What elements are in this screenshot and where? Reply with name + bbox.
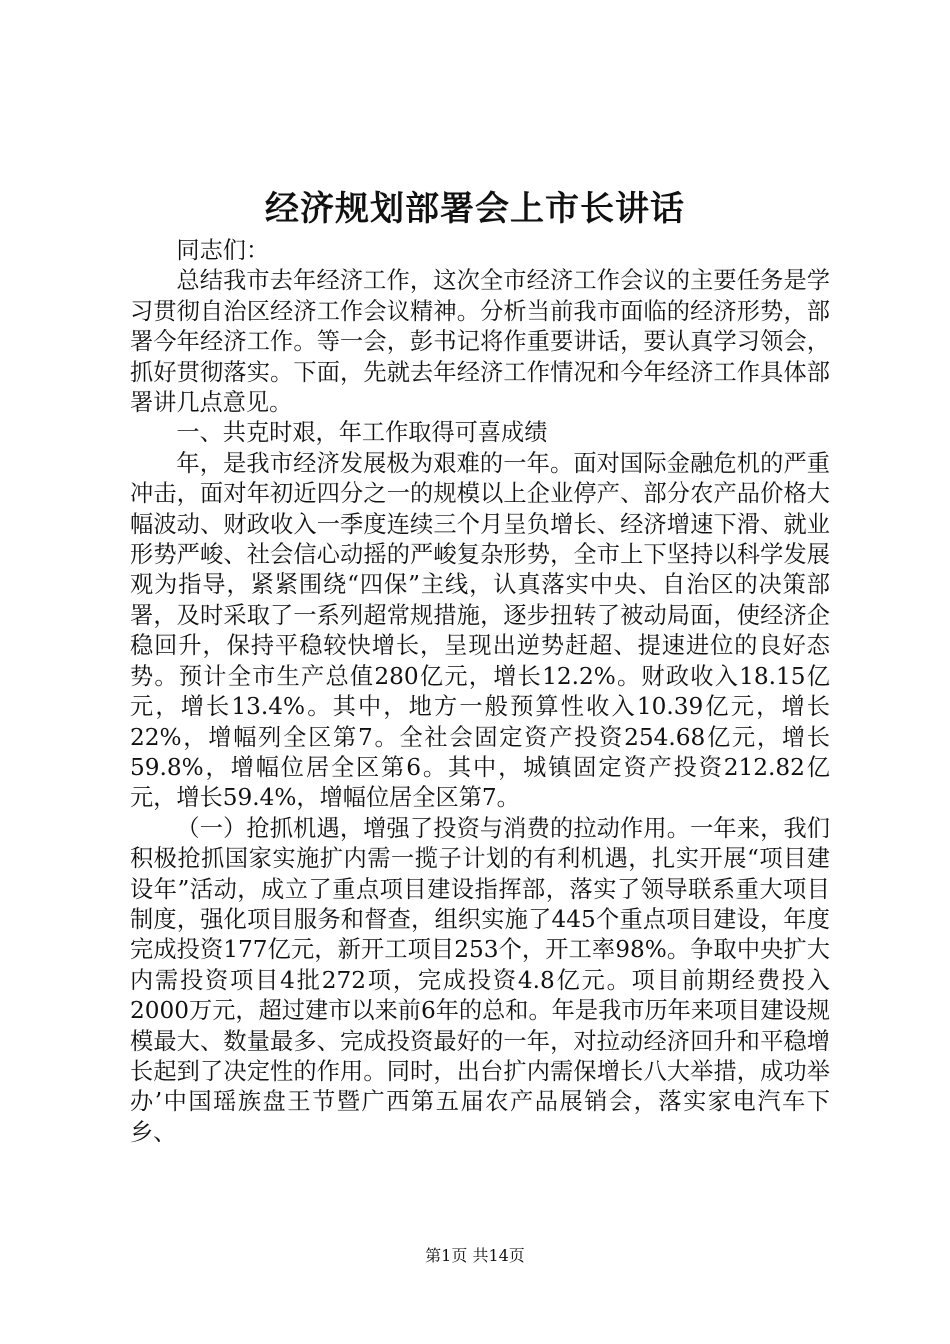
page-footer: 第1页 共14页 — [425, 1246, 525, 1265]
paragraph-review: 年，是我市经济发展极为艰难的一年。面对国际金融危机的严重冲击，面对年初近四分之一的规模以上企业停产、部分农产品价格大幅波动、财政收入一季度连续三个月呈负增长、经济增速下滑、就业形势严峻、社会信心动摇的严峻复杂形势，全市上下坚持以科学发展观为指导，紧紧围绕“四保”主线，认真落实中央、自治区的决策部署，及时采取了一系列超常规措施，逐步扭转了被动局面，使经济企稳回升，保持平稳较快增长，呈现出逆势赶超、提速进位的良好态势。预计全市生产总值280亿元，增长12.2%。财政收入18.15亿元，增长13.4%。其中，地方一般预算性收入10.39亿元，增长22%，增幅列全区第7。全社会固定资产投资254.68亿元，增长59.8%，增幅位居全区第6。其中，城镇固定资产投资212.82亿元，增长59.4%，增幅位居全区第7。 — [130, 449, 830, 812]
document-body — [130, 236, 830, 1148]
document-title: 经济规划部署会上市长讲话 — [265, 189, 685, 229]
paragraph-subsection-1: （一）抢抓机遇，增强了投资与消费的拉动作用。一年来，我们积极抢抓国家实施扩内需一揽子计划的有利机遇，扎实开展“项目建设年”活动，成立了重点项目建设指挥部，落实了领导联系重大项目制度，强化项目服务和督查，组织实施了445个重点项目建设，年度完成投资177亿元，新开工项目253个，开工率98%。争取中央扩大内需投资项目4批272项，完成投资4.8亿元。项目前期经费投入2000万元，超过建市以来前6年的总和。年是我市历年来项目建设规模最大、数量最多、完成投资最好的一年，对拉动经济回升和平稳增长起到了决定性的作用。同时，出台扩内需保增长八大举措，成功举办’中国瑶族盘王节暨广西第五届农产品展销会，落实家电汽车下乡、 — [130, 814, 830, 1146]
paragraph-intro: 总结我市去年经济工作，这次全市经济工作会议的主要任务是学习贯彻自治区经济工作会议精神。分析当前我市面临的经济形势，部署今年经济工作。等一会，彭书记将作重要讲话，要认真学习领会，抓好贯彻落实。下面，先就去年经济工作情况和今年经济工作具体部署讲几点意见。 — [130, 267, 830, 417]
paragraph-salutation: 同志们： — [176, 237, 270, 264]
section-heading-1: 一、共克时艰，年工作取得可喜成绩 — [176, 419, 548, 447]
